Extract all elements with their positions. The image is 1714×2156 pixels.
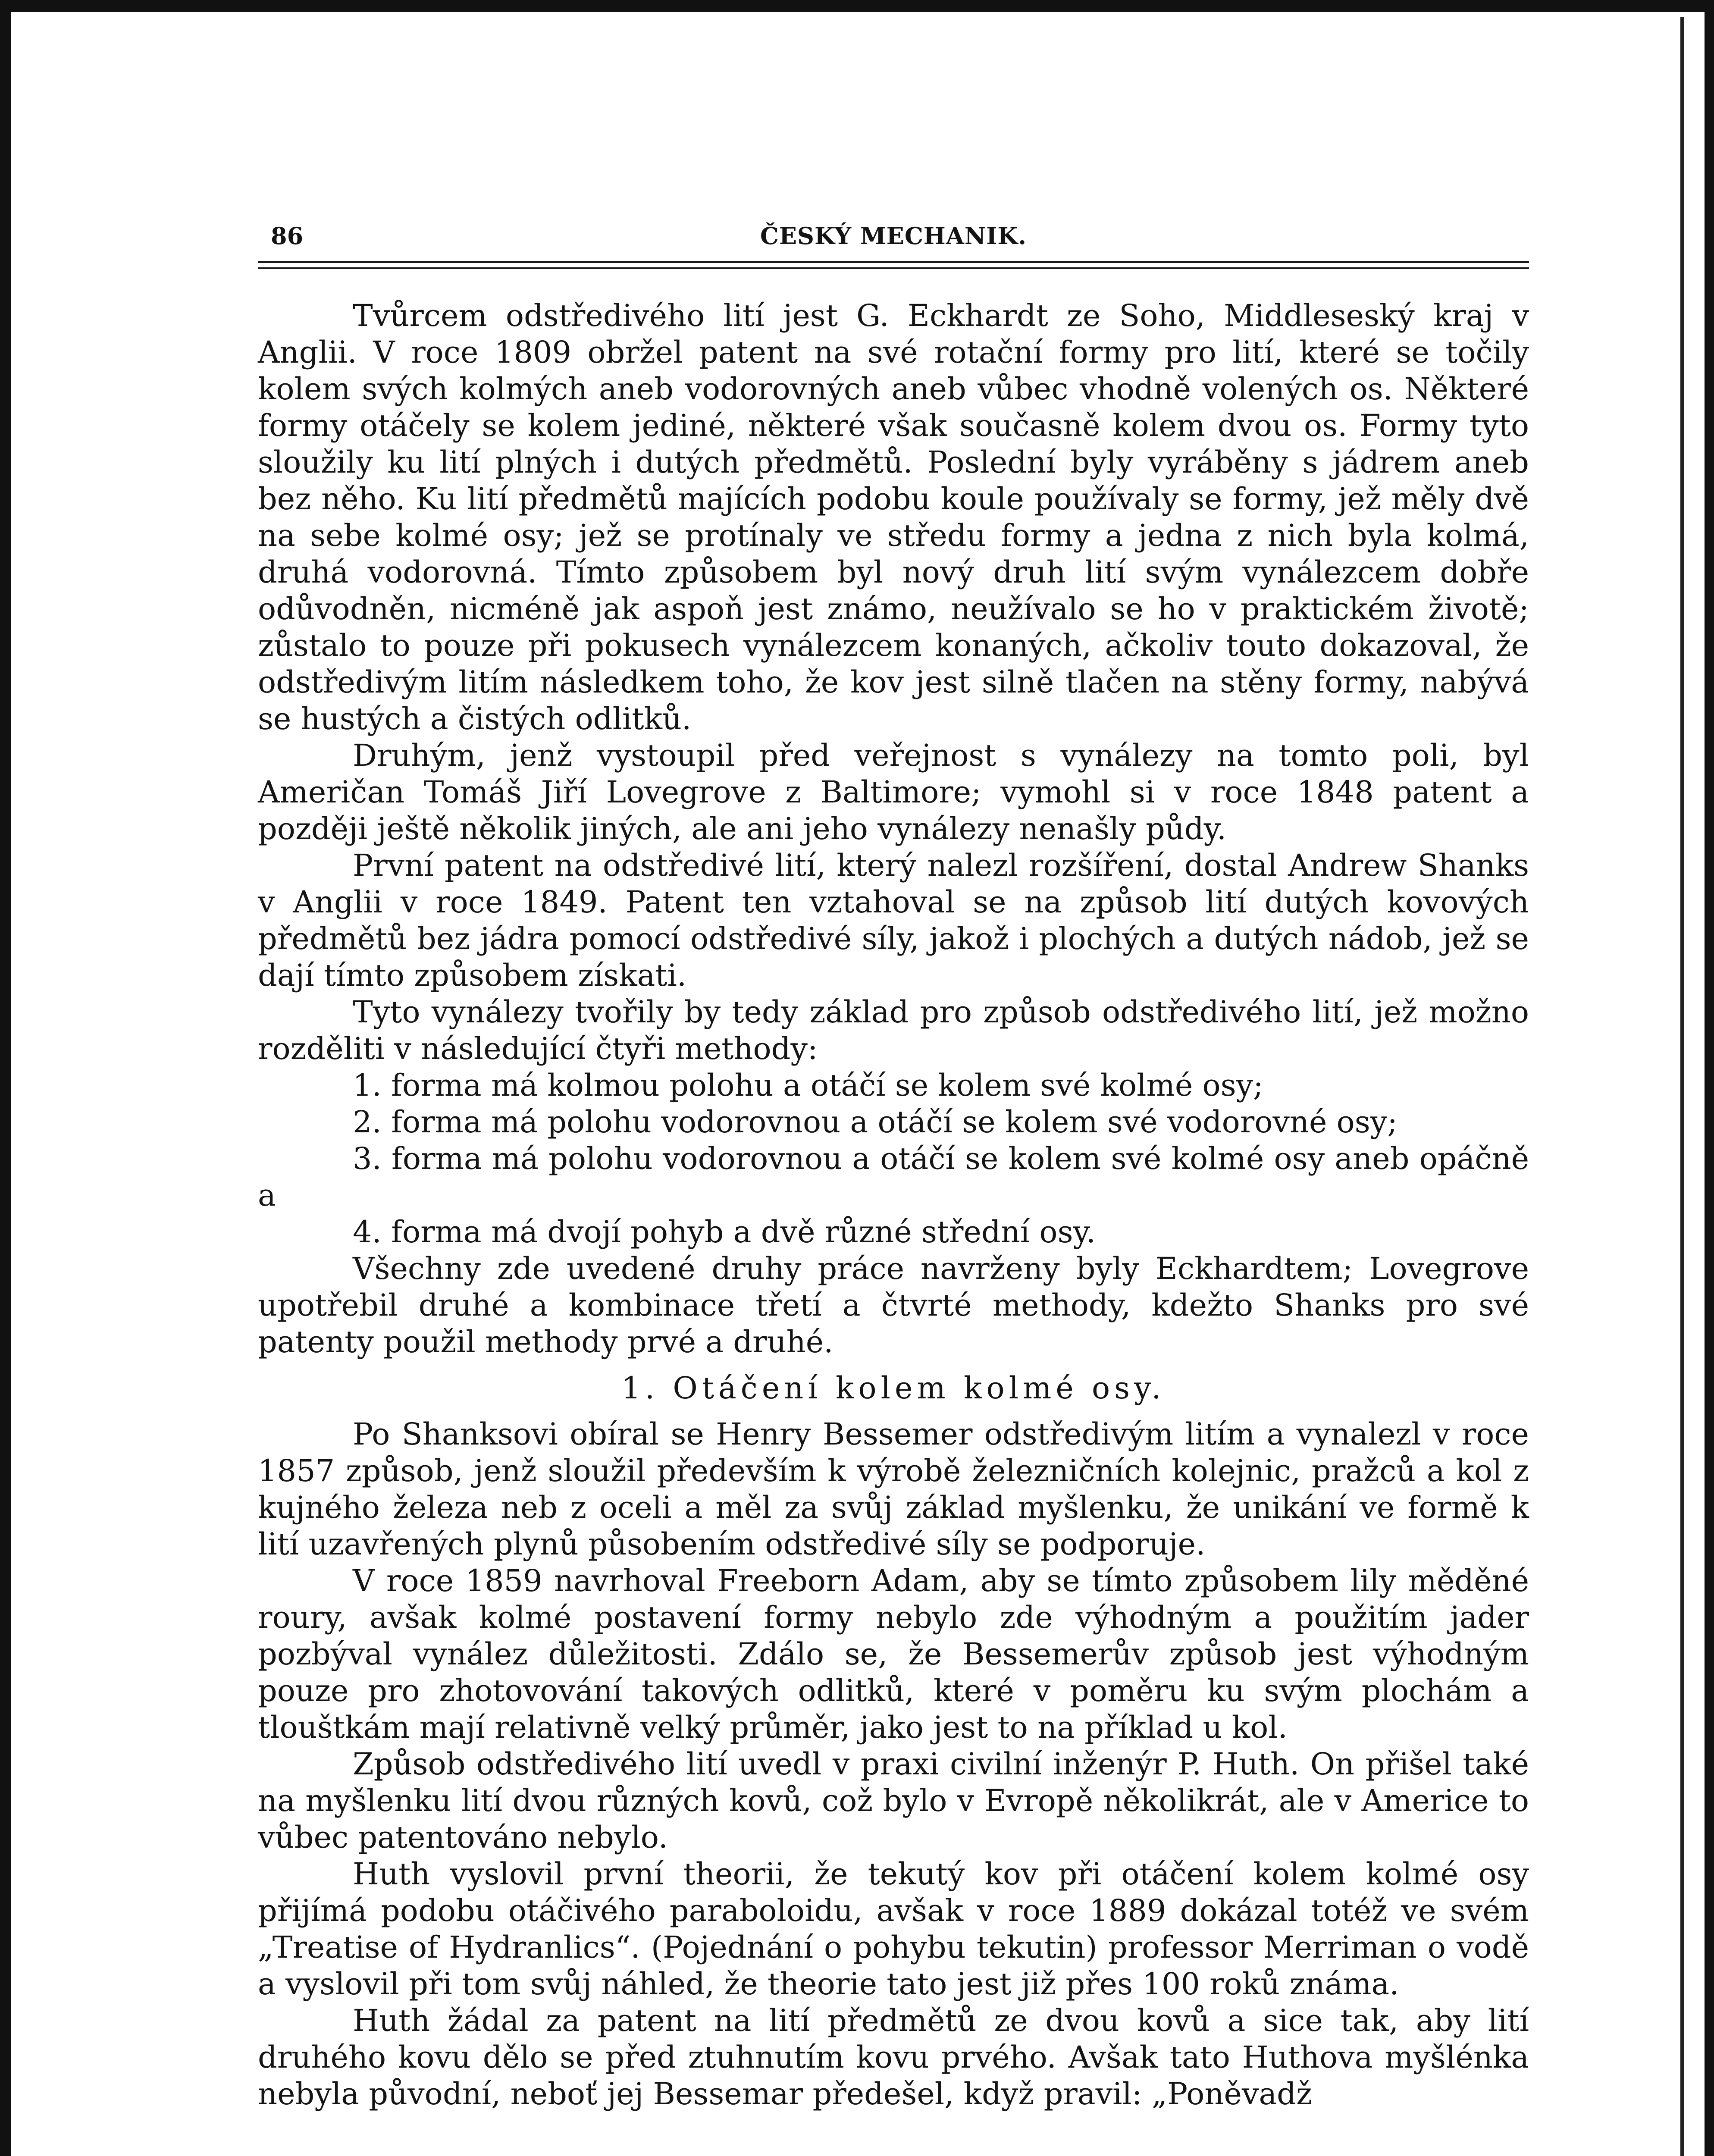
- paragraph-huth-patent: Huth žádal za patent na lití předmětů ze dvou kovů a sice tak, aby lití druhého kovu dělo se před ztuhnutím kovu prvého. Avšak tato Huthova myšlénka nebyla původní, neboť jej Bessemar předešel, když pravil: „Poněvadž: [258, 2003, 1529, 2112]
- header-rule-top: [258, 261, 1529, 263]
- header-rule-bottom: [258, 267, 1529, 269]
- paragraph-huth-theory: Huth vyslovil první theorii, že tekutý kov při otáčení kolem kolmé osy přijímá podobu otáčivého paraboloidu, avšak v roce 1889 dokázal totéž ve svém „Treatise of Hydranlics“. (Pojednání o pohybu tekutin) professor Merriman o vodě a vyslovil při tom svůj náhled, že theorie tato jest již přes 100 roků známa.: [258, 1856, 1529, 2002]
- page-number: 86: [271, 222, 304, 250]
- paragraph-shanks: První patent na odstředivé lití, který nalezl rozšíření, dostal Andrew Shanks v Anglii v roce 1849. Patent ten vztahoval se na způsob lití dutých kovových předmětů bez jádra pomocí odstředivé síly, jakož i plochých a dutých nádob, jež se dají tímto způsobem získati.: [258, 848, 1529, 993]
- paragraph-lovegrove: Druhým, jenž vystoupil před veřejnost s vynálezy na tomto poli, byl Američan Tomáš Jiří Lovegrove z Baltimore; vymohl si v roce 1848 patent a později ještě několik jiných, ale ani jeho vynálezy nenašly půdy.: [258, 738, 1529, 846]
- scan-border-right-inner: [1680, 17, 1684, 2156]
- method-item-2: 2. forma má polohu vodorovnou a otáčí se kolem své vodorovné osy;: [353, 1104, 1398, 1140]
- scan-border-top: [0, 0, 1714, 12]
- paragraph-methods-intro: Tyto vynálezy tvořily by tedy základ pro způsob odstředivého lití, jež možno rozděliti v následující čtyři methody:: [258, 994, 1529, 1066]
- page-header: [258, 222, 1529, 257]
- article-body: [258, 298, 1529, 2112]
- scan-border-right: [1705, 0, 1714, 2156]
- paragraph-summary: Všechny zde uvedené druhy práce navrženy byly Eckhardtem; Lovegrove upotřebil druhé a kombinace třetí a čtvrté methody, kdežto Shanks pro své patenty použil methody prvé a druhé.: [258, 1251, 1529, 1360]
- method-item-1: 1. forma má kolmou polohu a otáčí se kolem své kolmé osy;: [353, 1068, 1263, 1103]
- paragraph-bessemer: Po Shanksovi obíral se Henry Bessemer odstředivým litím a vynalezl v roce 1857 způsob, jenž sloužil především k výrobě železničních kolejnic, pražců a kol z kujného železa neb z oceli a měl za svůj základ myšlenku, že unikání ve formě k lití uzavřených plynů působením odstředivé síly se podporuje.: [258, 1416, 1529, 1562]
- scan-border-left: [0, 0, 11, 2156]
- paragraph-freeborn-adam: V roce 1859 navrhoval Freeborn Adam, aby se tímto způsobem lily měděné roury, avšak kolmé postavení formy nebylo zde výhodným a použitím jader pozbýval vynález důležitosti. Zdálo se, že Bessemerův způsob jest výhodným pouze pro zhotovování takových odlitků, které v poměru ku svým plochám a tlouštkám mají relativně velký průměr, jako jest to na příklad u kol.: [258, 1563, 1529, 1745]
- section-title: 1. Otáčení kolem kolmé osy.: [621, 1370, 1166, 1406]
- paragraph-eckhardt: Tvůrcem odstředivého lití jest G. Eckhardt ze Soho, Middleseský kraj v Anglii. V roce 1809 obržel patent na své rotační formy pro lití, které se točily kolem svých kolmých aneb vodorovných aneb vůbec vhodně volených os. Některé formy otáčely se kolem jediné, některé však současně kolem dvou os. Formy tyto sloužily ku lití plných i dutých předmětů. Poslední byly vyráběny s jádrem aneb bez něho. Ku lití předmětů majících podobu koule používaly se formy, jež měly dvě na sebe kolmé osy; jež se protínaly ve středu formy a jedna z nich byla kolmá, druhá vodorovná. Tímto způsobem byl nový druh lití svým vynálezcem dobře odůvodněn, nicméně jak aspoň jest známo, neužívalo se ho v praktickém životě; zůstalo to pouze při pokusech vynálezcem konaných, ačkoliv touto dokazoval, že odstředivým litím následkem toho, že kov jest silně tlačen na stěny formy, nabývá se hustých a čistých odlitků.: [258, 298, 1529, 736]
- method-item-3: 3. forma má polohu vodorovnou a otáčí se kolem své kolmé osy aneb opáčně a: [258, 1141, 1529, 1213]
- method-item-4: 4. forma má dvojí pohyb a dvě různé střední osy.: [353, 1214, 1096, 1250]
- running-title: ČESKÝ MECHANIK.: [760, 222, 1027, 250]
- paragraph-huth-practice: Způsob odstředivého lití uvedl v praxi civilní inženýr P. Huth. On přišel také na myšlenku lití dvou různých kovů, což bylo v Evropě několikrát, ale v Americe to vůbec patentováno nebylo.: [258, 1746, 1529, 1855]
